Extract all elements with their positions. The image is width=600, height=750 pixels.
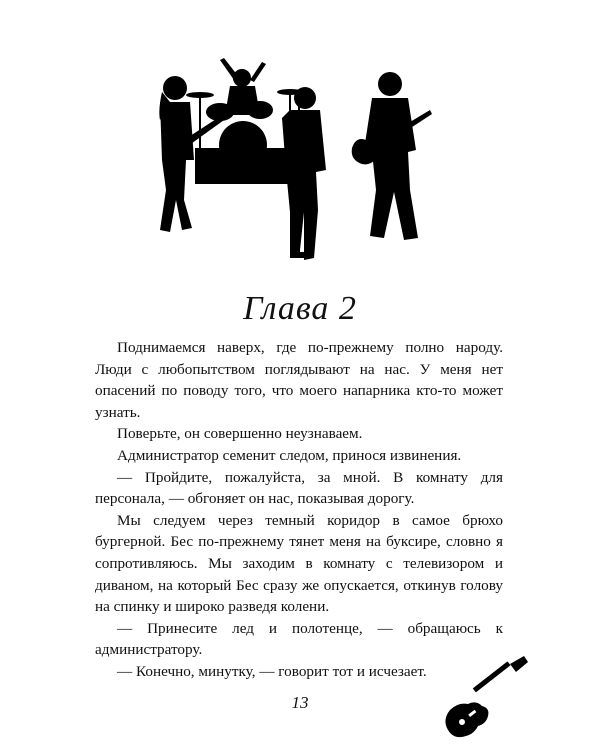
singer bbox=[282, 87, 326, 260]
chapter-body bbox=[95, 337, 503, 683]
paragraph: — Конечно, минутку, — говорит тот и исчезает. bbox=[117, 662, 427, 680]
paragraph: Поверьте, он совершенно неузнаваем. bbox=[117, 425, 363, 443]
paragraph: Мы следуем через темный коридор в самое брюхо бургерной. Бес по-прежнему тянет меня на буксире, словно я сопротивляюсь. Мы заходим в комнату с телевизором и диваном, на который Бес сразу же опускается, откинув голову на спинку и широко разведя колени. bbox=[95, 511, 503, 616]
chapter-title: Глава 2 bbox=[243, 290, 357, 327]
page-number: 13 bbox=[291, 693, 309, 712]
electric-guitar-icon bbox=[438, 650, 533, 745]
paragraph: Поднимаемся наверх, где по-прежнему полно народу. Люди с любопытством поглядывают на нас. У меня нет опасений по поводу того, что моего напарника кто-то может узнать. bbox=[95, 339, 503, 421]
paragraph: — Пройдите, пожалуйста, за мной. В комнату для персонала, — обгоняет он нас, показывая дорогу. bbox=[95, 468, 503, 508]
band-silhouette-illustration bbox=[140, 40, 460, 265]
right-guitarist bbox=[352, 72, 432, 240]
paragraph: Администратор семенит следом, принося извинения. bbox=[117, 446, 462, 464]
paragraph: — Принесите лед и полотенце, — обращаюсь к администратору. bbox=[95, 619, 503, 659]
